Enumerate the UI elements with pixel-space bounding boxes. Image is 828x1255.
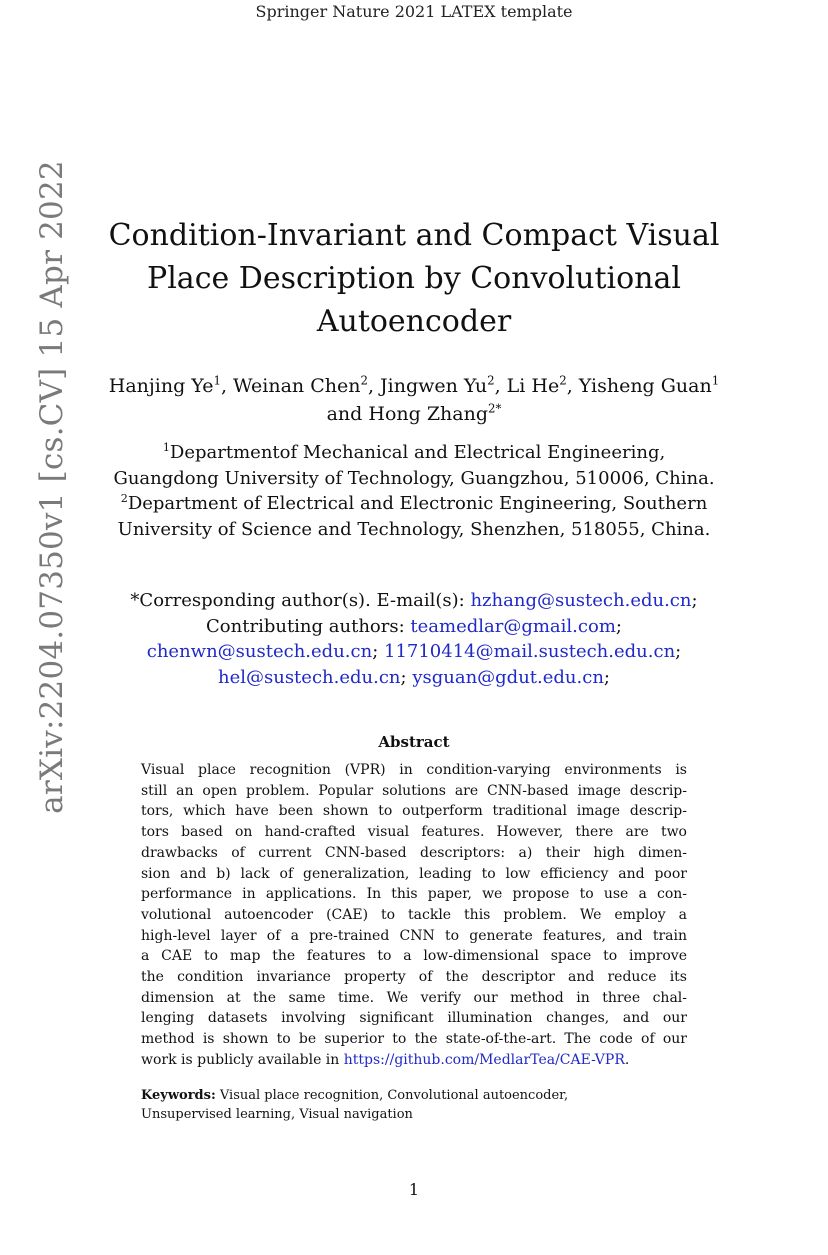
- author-affiliation-mark: 1: [213, 373, 221, 388]
- keywords-text: Unsupervised learning, Visual navigation: [141, 1106, 413, 1122]
- keywords-text: Visual place recognition, Convolutional autoencoder,: [215, 1088, 569, 1103]
- email-link[interactable]: ysguan@gdut.edu.cn: [412, 666, 604, 688]
- corresponding-label: *Corresponding author(s). E-mail(s):: [130, 590, 471, 611]
- author-affiliation-mark: 1: [711, 373, 720, 388]
- affiliations: [80, 440, 748, 542]
- affiliation-line: Guangdong University of Technology, Guangzhou, 510006, China.: [113, 467, 715, 489]
- contributing-label: Contributing authors:: [206, 615, 411, 637]
- keywords-label: Keywords:: [141, 1088, 216, 1103]
- email-link[interactable]: hzhang@sustech.edu.cn: [470, 590, 692, 611]
- author-name: Jingwen Yu: [380, 375, 488, 397]
- abstract-line: work is publicly available in https://github.com/MedlarTea/CAE-VPR.: [141, 1051, 630, 1068]
- page-number: 1: [408, 1180, 420, 1199]
- affiliation-marker: 2: [120, 491, 128, 505]
- email-link[interactable]: 11710414@mail.sustech.edu.cn: [384, 641, 676, 662]
- author-affiliation-mark: 2: [360, 373, 368, 388]
- abstract-line: sion and b) lack of generalization, leading to low efficiency and poor: [141, 865, 687, 882]
- author-list: Hanjing Ye$^1$, Weinan Chen$^2$, Jingwen Yu$^2$, Li He$^2$, Yisheng Guan$^1$ and Hong Zhang$^{2*}$: [108, 373, 720, 425]
- abstract-line: method is shown to be superior to the state-of-the-art. The code of our: [141, 1031, 687, 1048]
- abstract-line: Visual place recognition (VPR) in condition-varying environments is: [141, 762, 687, 778]
- email-link[interactable]: chenwn@sustech.edu.cn: [146, 641, 373, 662]
- author-name: Weinan Chen: [233, 375, 361, 397]
- abstract-line: drawbacks of current CNN-based descriptors: a) their high dimen-: [141, 844, 687, 861]
- affiliation-line: $^1$Departmentof Mechanical and Electrical Engineering,: [162, 440, 666, 463]
- paper-title: [100, 214, 728, 343]
- abstract-heading: Abstract: [378, 733, 450, 751]
- author-affiliation-mark: 2: [487, 373, 495, 388]
- author-name: Yisheng Guan: [578, 375, 712, 397]
- abstract-line: tors based on hand-crafted visual features. However, there are two: [141, 824, 687, 841]
- abstract-line: tors, which have been shown to outperform traditional image descrip-: [141, 803, 687, 820]
- abstract-line: still an open problem. Popular solutions are CNN-based image descrip-: [141, 782, 687, 799]
- title-line: Place Description by Convolutional: [147, 261, 681, 296]
- abstract-body: [141, 760, 687, 1071]
- abstract-line: a CAE to map the features to a low-dimensional space to improve: [141, 948, 687, 965]
- author-affiliation-mark: 2*: [488, 401, 502, 416]
- author-name: Hanjing Ye: [108, 375, 214, 397]
- title-line: Condition-Invariant and Compact Visual: [108, 218, 720, 253]
- keywords: [141, 1087, 687, 1124]
- email-link[interactable]: teamedlar@gmail.com: [410, 615, 616, 637]
- abstract-line: the condition invariance property of the descriptor and reduce its: [141, 969, 687, 986]
- title-line: Autoencoder: [316, 304, 512, 339]
- affiliation-line: $^2$Department of Electrical and Electronic Engineering, Southern: [120, 491, 708, 514]
- email-link[interactable]: hel@sustech.edu.cn: [217, 666, 401, 688]
- author-affiliation-mark: 2: [559, 373, 567, 388]
- abstract-line: high-level layer of a pre-trained CNN to generate features, and train: [141, 927, 687, 944]
- running-header: [0, 0, 828, 24]
- contact-emails: *Corresponding author(s). E-mail(s): hzhang@sustech.edu.cn; Contributing authors: teamedlar@gmail.com; chenwn@sustech.edu.cn; 11710414@mail.sustech.edu.cn; hel@sustech.edu.cn; ysguan@gdut.edu.cn;: [130, 590, 698, 688]
- author-name: Li He: [506, 375, 560, 397]
- affiliation-line: University of Science and Technology, Shenzhen, 518055, China.: [117, 518, 711, 540]
- abstract-line: volutional autoencoder (CAE) to tackle this problem. We employ a: [141, 906, 687, 923]
- abstract-line: performance in applications. In this paper, we propose to use a con-: [141, 886, 687, 903]
- template-label: Springer Nature 2021 LATEX template: [255, 2, 573, 21]
- affiliation-marker: 1: [162, 440, 170, 454]
- abstract-line: dimension at the same time. We verify our method in three chal-: [141, 989, 687, 1006]
- code-repository-link[interactable]: https://github.com/MedlarTea/CAE-VPR: [343, 1051, 625, 1068]
- abstract-line: lenging datasets involving significant illumination changes, and our: [141, 1010, 687, 1027]
- author-name: Hong Zhang: [368, 403, 489, 425]
- arxiv-stamp: arXiv:2204.07350v1 [cs.CV] 15 Apr 2022: [34, 160, 70, 814]
